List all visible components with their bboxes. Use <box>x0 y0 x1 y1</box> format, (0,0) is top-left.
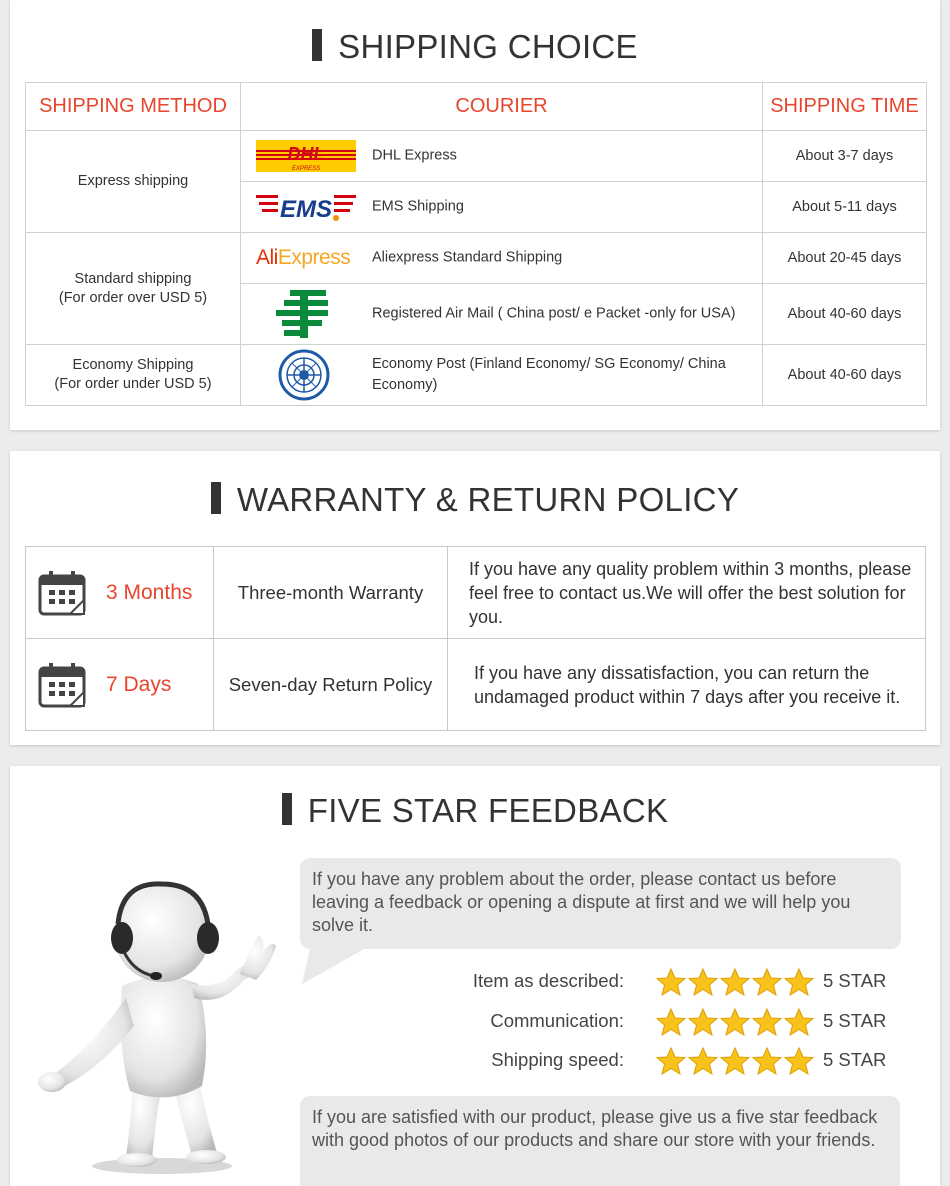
policy-description: If you have any quality problem within 3 months, please feel free to contact us.We will offer the best solution for you. <box>448 547 926 639</box>
star-icon <box>719 1007 751 1037</box>
ems-logo <box>256 191 356 223</box>
method-economy: Economy Shipping (For order under USD 5) <box>26 345 241 406</box>
star-icon <box>655 967 687 997</box>
shipping-choice-card <box>10 0 940 430</box>
warranty-card <box>10 451 940 745</box>
shipping-time: About 20-45 days <box>763 233 927 284</box>
title-bar <box>282 793 292 825</box>
star-rating <box>655 1046 815 1076</box>
courier-aliexpress <box>241 233 763 284</box>
star-icon <box>687 1046 719 1076</box>
svg-text:EXPRESS: EXPRESS <box>291 166 321 172</box>
table-row <box>26 547 926 639</box>
svg-text:DHL: DHL <box>287 144 325 164</box>
star-rating <box>655 967 815 997</box>
rating-value: 5 STAR <box>823 1010 887 1031</box>
star-icon <box>719 967 751 997</box>
five-star-request-bubble: If you are satisfied with our product, please give us a five star feedback with good photos of our products and share our store with your friends. <box>300 1096 900 1186</box>
rating-communication <box>300 1007 920 1037</box>
table-row <box>26 345 927 406</box>
warranty-title: WARRANTY & RETURN POLICY <box>10 481 940 519</box>
support-figure-illustration <box>22 876 282 1176</box>
un-logo <box>256 348 356 402</box>
policy-title: Three-month Warranty <box>214 547 448 639</box>
star-icon <box>655 1046 687 1076</box>
method-express: Express shipping <box>26 131 241 233</box>
china-post-logo <box>256 288 356 340</box>
header-shipping-time: SHIPPING TIME <box>763 83 927 131</box>
courier-name: EMS Shipping <box>372 198 464 215</box>
shipping-time: About 3-7 days <box>763 131 927 182</box>
dhl-logo <box>256 140 356 172</box>
shipping-time: About 5-11 days <box>763 182 927 233</box>
shipping-table <box>25 82 927 406</box>
warranty-period <box>26 547 214 639</box>
table-row <box>26 131 927 182</box>
rating-value: 5 STAR <box>823 1049 887 1070</box>
header-shipping-method: SHIPPING METHOD <box>26 83 241 131</box>
shipping-time: About 40-60 days <box>763 284 927 345</box>
title-bar <box>312 29 322 61</box>
rating-value: 5 STAR <box>823 970 887 991</box>
calendar-icon <box>38 569 90 617</box>
warranty-table <box>25 546 926 731</box>
star-icon <box>687 967 719 997</box>
star-icon <box>751 967 783 997</box>
star-icon <box>751 1007 783 1037</box>
rating-label: Item as described: <box>472 970 624 991</box>
period-label: 7 Days <box>106 672 172 696</box>
period-label: 3 Months <box>106 580 193 604</box>
star-rating <box>655 1007 815 1037</box>
star-icon <box>783 967 815 997</box>
header-courier: COURIER <box>241 83 763 131</box>
courier-name: Aliexpress Standard Shipping <box>372 249 563 266</box>
shipping-title: SHIPPING CHOICE <box>10 28 940 66</box>
rating-label: Communication: <box>490 1010 624 1031</box>
star-icon <box>783 1046 815 1076</box>
star-icon <box>687 1007 719 1037</box>
feedback-title: FIVE STAR FEEDBACK <box>10 792 940 830</box>
star-icon <box>655 1007 687 1037</box>
courier-name: Registered Air Mail ( China post/ e Packet -only for USA) <box>372 305 736 322</box>
shipping-time: About 40-60 days <box>763 345 927 406</box>
title-bar <box>211 482 221 514</box>
policy-description: If you have any dissatisfaction, you can return the undamaged product within 7 days after you receive it. <box>448 639 926 731</box>
rating-label: Shipping speed: <box>491 1049 624 1070</box>
svg-text:EMS: EMS <box>279 196 333 223</box>
rating-shipping-speed <box>300 1046 920 1076</box>
courier-ems <box>241 182 763 233</box>
courier-economy-post <box>241 345 763 406</box>
rating-item-as-described <box>300 967 920 997</box>
table-row <box>26 233 927 284</box>
method-standard: Standard shipping (For order over USD 5) <box>26 233 241 345</box>
star-icon <box>751 1046 783 1076</box>
feedback-card <box>10 766 940 1186</box>
courier-name: DHL Express <box>372 147 457 164</box>
aliexpress-logo: AliExpress <box>256 246 351 269</box>
policy-title: Seven-day Return Policy <box>214 639 448 731</box>
contact-us-bubble: If you have any problem about the order, please contact us before leaving a feedback or opening a dispute at first and we will help you solve it. <box>300 858 901 949</box>
table-row <box>26 639 926 731</box>
star-icon <box>719 1046 751 1076</box>
courier-china-post <box>241 284 763 345</box>
shipping-header-row <box>26 83 927 131</box>
return-period <box>26 639 214 731</box>
courier-name: Economy Post (Finland Economy/ SG Economy/ China Economy) <box>372 356 726 393</box>
calendar-icon <box>38 661 90 709</box>
star-icon <box>783 1007 815 1037</box>
courier-dhl <box>241 131 763 182</box>
